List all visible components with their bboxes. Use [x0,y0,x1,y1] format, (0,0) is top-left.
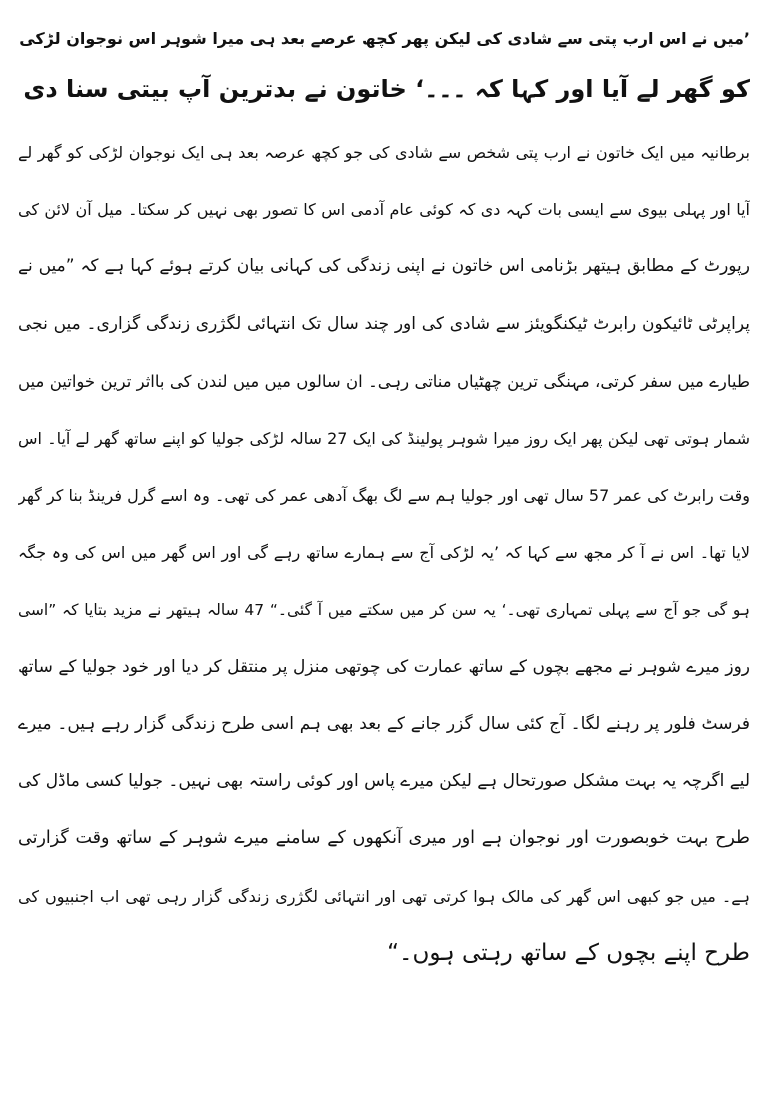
body-line: طیارے میں سفر کرتی، مہنگی ترین چھٹیاں مناتی رہی۔ ان سالوں میں میں لندن کی بااثر ترین خواتین میں [18,371,750,391]
article-body [18,124,750,982]
body-line: وقت رابرٹ کی عمر 57 سال تھی اور جولیا ہم سے لگ بھگ آدھی عمر کی تھی۔ وہ اسے گرل فرینڈ بنا کر گھر [18,486,750,506]
body-line: پراپرٹی ٹائیکون رابرٹ ٹیکنگویئز سے شادی کی اور چند سال تک انتہائی لگژری زندگی گزاری۔ میں نجی [18,313,750,334]
headline-line: ’میں نے اس ارب پتی سے شادی کی لیکن پھر کچھ عرصے بعد ہی میرا شوہر اس نوجوان لڑکی [19,29,750,48]
body-line: ہے۔ میں جو کبھی اس گھر کی مالک ہوا کرتی تھی اور انتہائی لگژری زندگی گزار رہی تھی اب اجنبیوں کی [18,886,750,906]
body-line: ہو گی جو آج سے پہلی تمہاری تھی۔‘ یہ سن کر میں سکتے میں آ گئی۔“ 47 سالہ ہیتھر نے مزید بتایا کہ ”اسی [18,600,750,619]
body-line: روز میرے شوہر نے مجھے بچوں کے ساتھ عمارت کی چوتھی منزل پر منتقل کر دیا اور خود جولیا کے ساتھ [18,656,750,677]
body-line: شمار ہوتی تھی لیکن پھر ایک روز میرا شوہر پولینڈ کی ایک 27 سالہ لڑکی جولیا کو اپنے ساتھ گھر لے آیا۔ اس [18,429,750,449]
headline-line: کو گھر لے آیا اور کہا کہ ۔۔۔‘ خاتون نے بدترین آپ بیتی سنا دی [23,75,750,103]
body-line: برطانیہ میں ایک خاتون نے ارب پتی شخص سے شادی کی جو کچھ عرصہ بعد ہی ایک نوجوان لڑکی کو گھر لے [18,143,750,162]
body-line: طرح اپنے بچوں کے ساتھ رہتی ہوں۔“ [387,939,750,966]
body-line: لیے اگرچہ یہ بہت مشکل صورتحال ہے لیکن میرے پاس اور کوئی راستہ بھی نہیں۔ جولیا کسی ماڈل کی [18,771,750,792]
article-headline [18,14,750,114]
body-line: رپورٹ کے مطابق ہیتھر بڑنامی اس خاتون نے اپنی زندگی کی کہانی بیان کرتے ہوئے کہا ہے کہ ”میں نے [18,256,750,277]
body-line: طرح بہت خوبصورت اور نوجوان ہے اور میری آنکھوں کے سامنے میرے شوہر کے ساتھ وقت گزارتی [18,828,750,849]
body-line: فرسٹ فلور پر رہنے لگا۔ آج کئی سال گزر جانے کے بعد بھی ہم اسی طرح زندگی گزار رہے ہیں۔ میرے [18,714,750,735]
body-line: آیا اور پہلی بیوی سے ایسی بات کہہ دی کہ کوئی عام آدمی اس کا تصور بھی نہیں کر سکتا۔ میل آن لائن کی [18,200,750,220]
body-line: لایا تھا۔ اس نے آ کر مجھ سے کہا کہ ’یہ لڑکی آج سے ہمارے ساتھ رہے گی اور اس گھر میں اس کی وہ جگہ [18,543,750,563]
